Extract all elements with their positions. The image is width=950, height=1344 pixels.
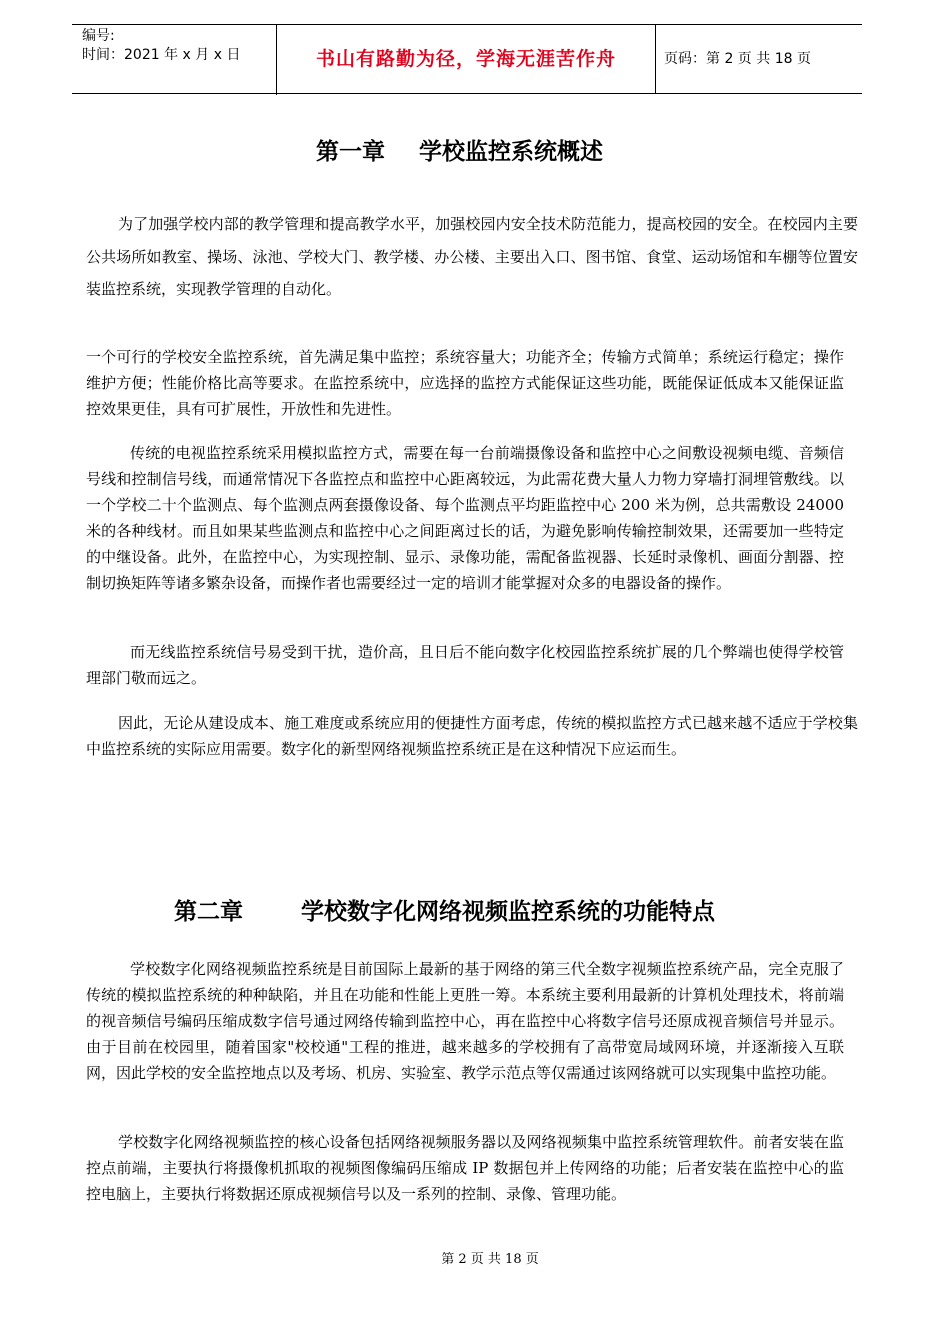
- chapter-1-label: 第一章: [316, 139, 385, 165]
- chapter-1-paragraph: 一个可行的学校安全监控系统，首先满足集中监控；系统容量大；功能齐全；传输方式简单；系统运行稳定；操作维护方便；性能价格比高等要求。在监控系统中，应选择的监控方式能保证这些功能，既能保证低成本又能保证监控效果更佳，具有可扩展性，开放性和先进性。: [86, 348, 844, 418]
- serial-number: 编号:: [82, 28, 115, 44]
- chapter-1-heading: [316, 133, 603, 166]
- chapter-1-paragraph: 而无线监控系统信号易受到干扰，造价高，且日后不能向数字化校园监控系统扩展的几个弊端也使得学校管理部门敬而远之。: [86, 643, 844, 687]
- chapter-1-title: 学校监控系统概述: [419, 139, 603, 165]
- page-header: [72, 24, 862, 94]
- chapter-2-title: 学校数字化网络视频监控系统的功能特点: [301, 899, 715, 925]
- chapter-2-heading: [174, 893, 715, 926]
- chapter-1-paragraph: 为了加强学校内部的教学管理和提高教学水平，加强校园内安全技术防范能力，提高校园的安全。在校园内主要公共场所如教室、操场、泳池、学校大门、教学楼、办公楼、主要出入口、图书馆、食堂、运动场馆和车棚等位置安装监控系统，实现教学管理的自动化。: [86, 215, 858, 298]
- motto: 书山有路勤为径，学海无涯苦作舟: [315, 48, 616, 70]
- header-meta: [72, 25, 277, 95]
- document-date: 时间：2021 年 x 月 x 日: [82, 47, 241, 63]
- page-footer: 第 2 页 共 18 页: [441, 1252, 539, 1267]
- header-page-info: 页码：第 2 页 共 18 页: [664, 51, 811, 67]
- chapter-2-paragraph: 学校数字化网络视频监控系统是目前国际上最新的基于网络的第三代全数字视频监控系统产品，完全克服了传统的模拟监控系统的种种缺陷，并且在功能和性能上更胜一筹。本系统主要利用最新的计算机处理技术，将前端的视音频信号编码压缩成数字信号通过网络传输到监控中心，再在监控中心将数字信号还原成视音频信号并显示。由于目前在校园里，随着国家"校校通"工程的推进，越来越多的学校拥有了高带宽局域网环境，并逐渐接入互联网，因此学校的安全监控地点以及考场、机房、实验室、教学示范点等仅需通过该网络就可以实现集中监控功能。: [86, 960, 844, 1082]
- header-motto-cell: [277, 25, 656, 93]
- chapter-1-paragraph: 因此，无论从建设成本、施工难度或系统应用的便捷性方面考虑，传统的模拟监控方式已越来越不适应于学校集中监控系统的实际应用需要。数字化的新型网络视频监控系统正是在这种情况下应运而生。: [86, 714, 858, 758]
- chapter-2-paragraph: 学校数字化网络视频监控的核心设备包括网络视频服务器以及网络视频集中监控系统管理软件。前者安装在监控点前端，主要执行将摄像机抓取的视频图像编码压缩成 IP 数据包并上传网络的功能；后者安装在监控中心的监控电脑上，主要执行将数据还原成视频信号以及一系列的控制、录像、管理功能。: [86, 1133, 844, 1203]
- chapter-1-paragraph: 传统的电视监控系统采用模拟监控方式，需要在每一台前端摄像设备和监控中心之间敷设视频电缆、音频信号线和控制信号线，而通常情况下各监控点和监控中心距离较远，为此需花费大量人力物力穿墙打洞埋管敷线。以一个学校二十个监测点、每个监测点两套摄像设备、每个监测点平均距监控中心 200 米为例，总共需敷设 24000 米的各种线材。而且如果某些监测点和监控中心之间距离过长的话，为避免影响传输控制效果，还需要加一些特定的中继设备。此外，在监控中心，为实现控制、显示、录像功能，需配备监视器、长延时录像机、画面分割器、控制切换矩阵等诸多繁杂设备，而操作者也需要经过一定的培训才能掌握对众多的电器设备的操作。: [86, 444, 844, 592]
- chapter-2-label: 第二章: [174, 899, 243, 925]
